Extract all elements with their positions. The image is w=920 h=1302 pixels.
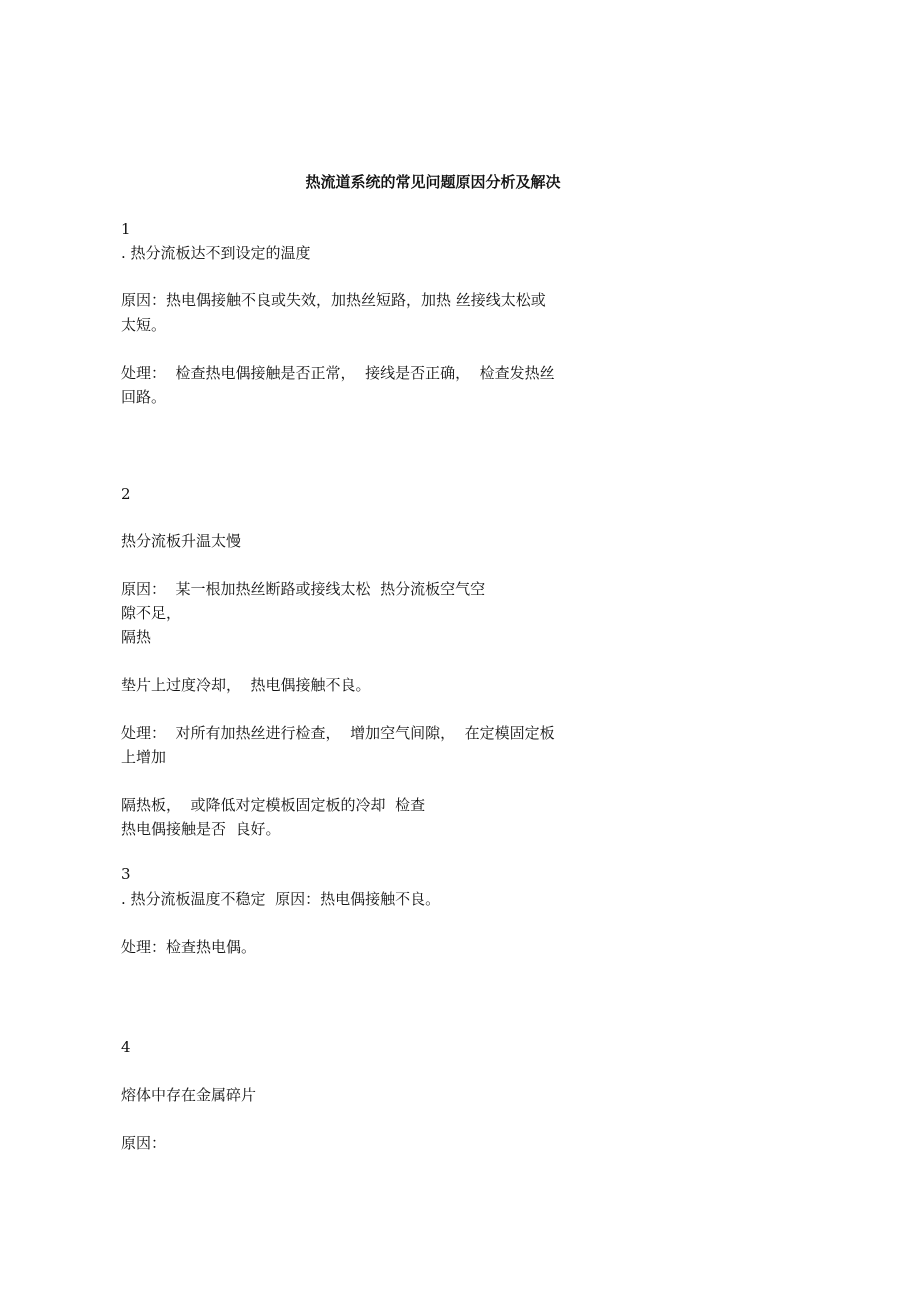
section-2-cause-line-4: 垫片上过度冷却， 热电偶接触不良。 xyxy=(121,676,371,694)
section-2-cause-line-2: 隙不足， xyxy=(121,604,182,622)
section-1-cause-line-2: 太短。 xyxy=(121,316,167,334)
section-1-number: 1 xyxy=(121,220,131,238)
section-3-heading-and-cause: . 热分流板温度不稳定 原因：热电偶接触不良。 xyxy=(121,890,441,908)
section-3-number: 3 xyxy=(121,865,131,883)
section-1-fix-line-2: 回路。 xyxy=(121,388,167,406)
section-2-fix-line-4: 热电偶接触是否 良好。 xyxy=(121,820,281,838)
section-4-heading: 熔体中存在金属碎片 xyxy=(121,1086,257,1104)
section-2-fix-line-3: 隔热板， 或降低对定模板固定板的冷却 检查 xyxy=(121,796,426,814)
section-3-fix: 处理：检查热电偶。 xyxy=(121,938,257,956)
section-4-cause: 原因： xyxy=(121,1134,167,1152)
section-2-cause-line-1: 原因： 某一根加热丝断路或接线太松 热分流板空气空 xyxy=(121,580,486,598)
section-2-fix-line-2: 上增加 xyxy=(121,748,167,766)
section-1-fix-line-1: 处理： 检查热电偶接触是否正常， 接线是否正确， 检查发热丝 xyxy=(121,364,555,382)
section-2-number: 2 xyxy=(121,485,131,503)
section-1-heading: . 热分流板达不到设定的温度 xyxy=(121,244,311,262)
document-title: 热流道系统的常见问题原因分析及解决 xyxy=(305,173,561,191)
section-2-cause-line-3: 隔热 xyxy=(121,628,152,646)
section-2-fix-line-1: 处理： 对所有加热丝进行检查， 增加空气间隙， 在定模固定板 xyxy=(121,724,555,742)
section-2-heading: 热分流板升温太慢 xyxy=(121,532,242,550)
section-1-cause-line-1: 原因：热电偶接触不良或失效，加热丝短路，加热 丝接线太松或 xyxy=(121,291,546,309)
section-4-number: 4 xyxy=(121,1038,131,1056)
